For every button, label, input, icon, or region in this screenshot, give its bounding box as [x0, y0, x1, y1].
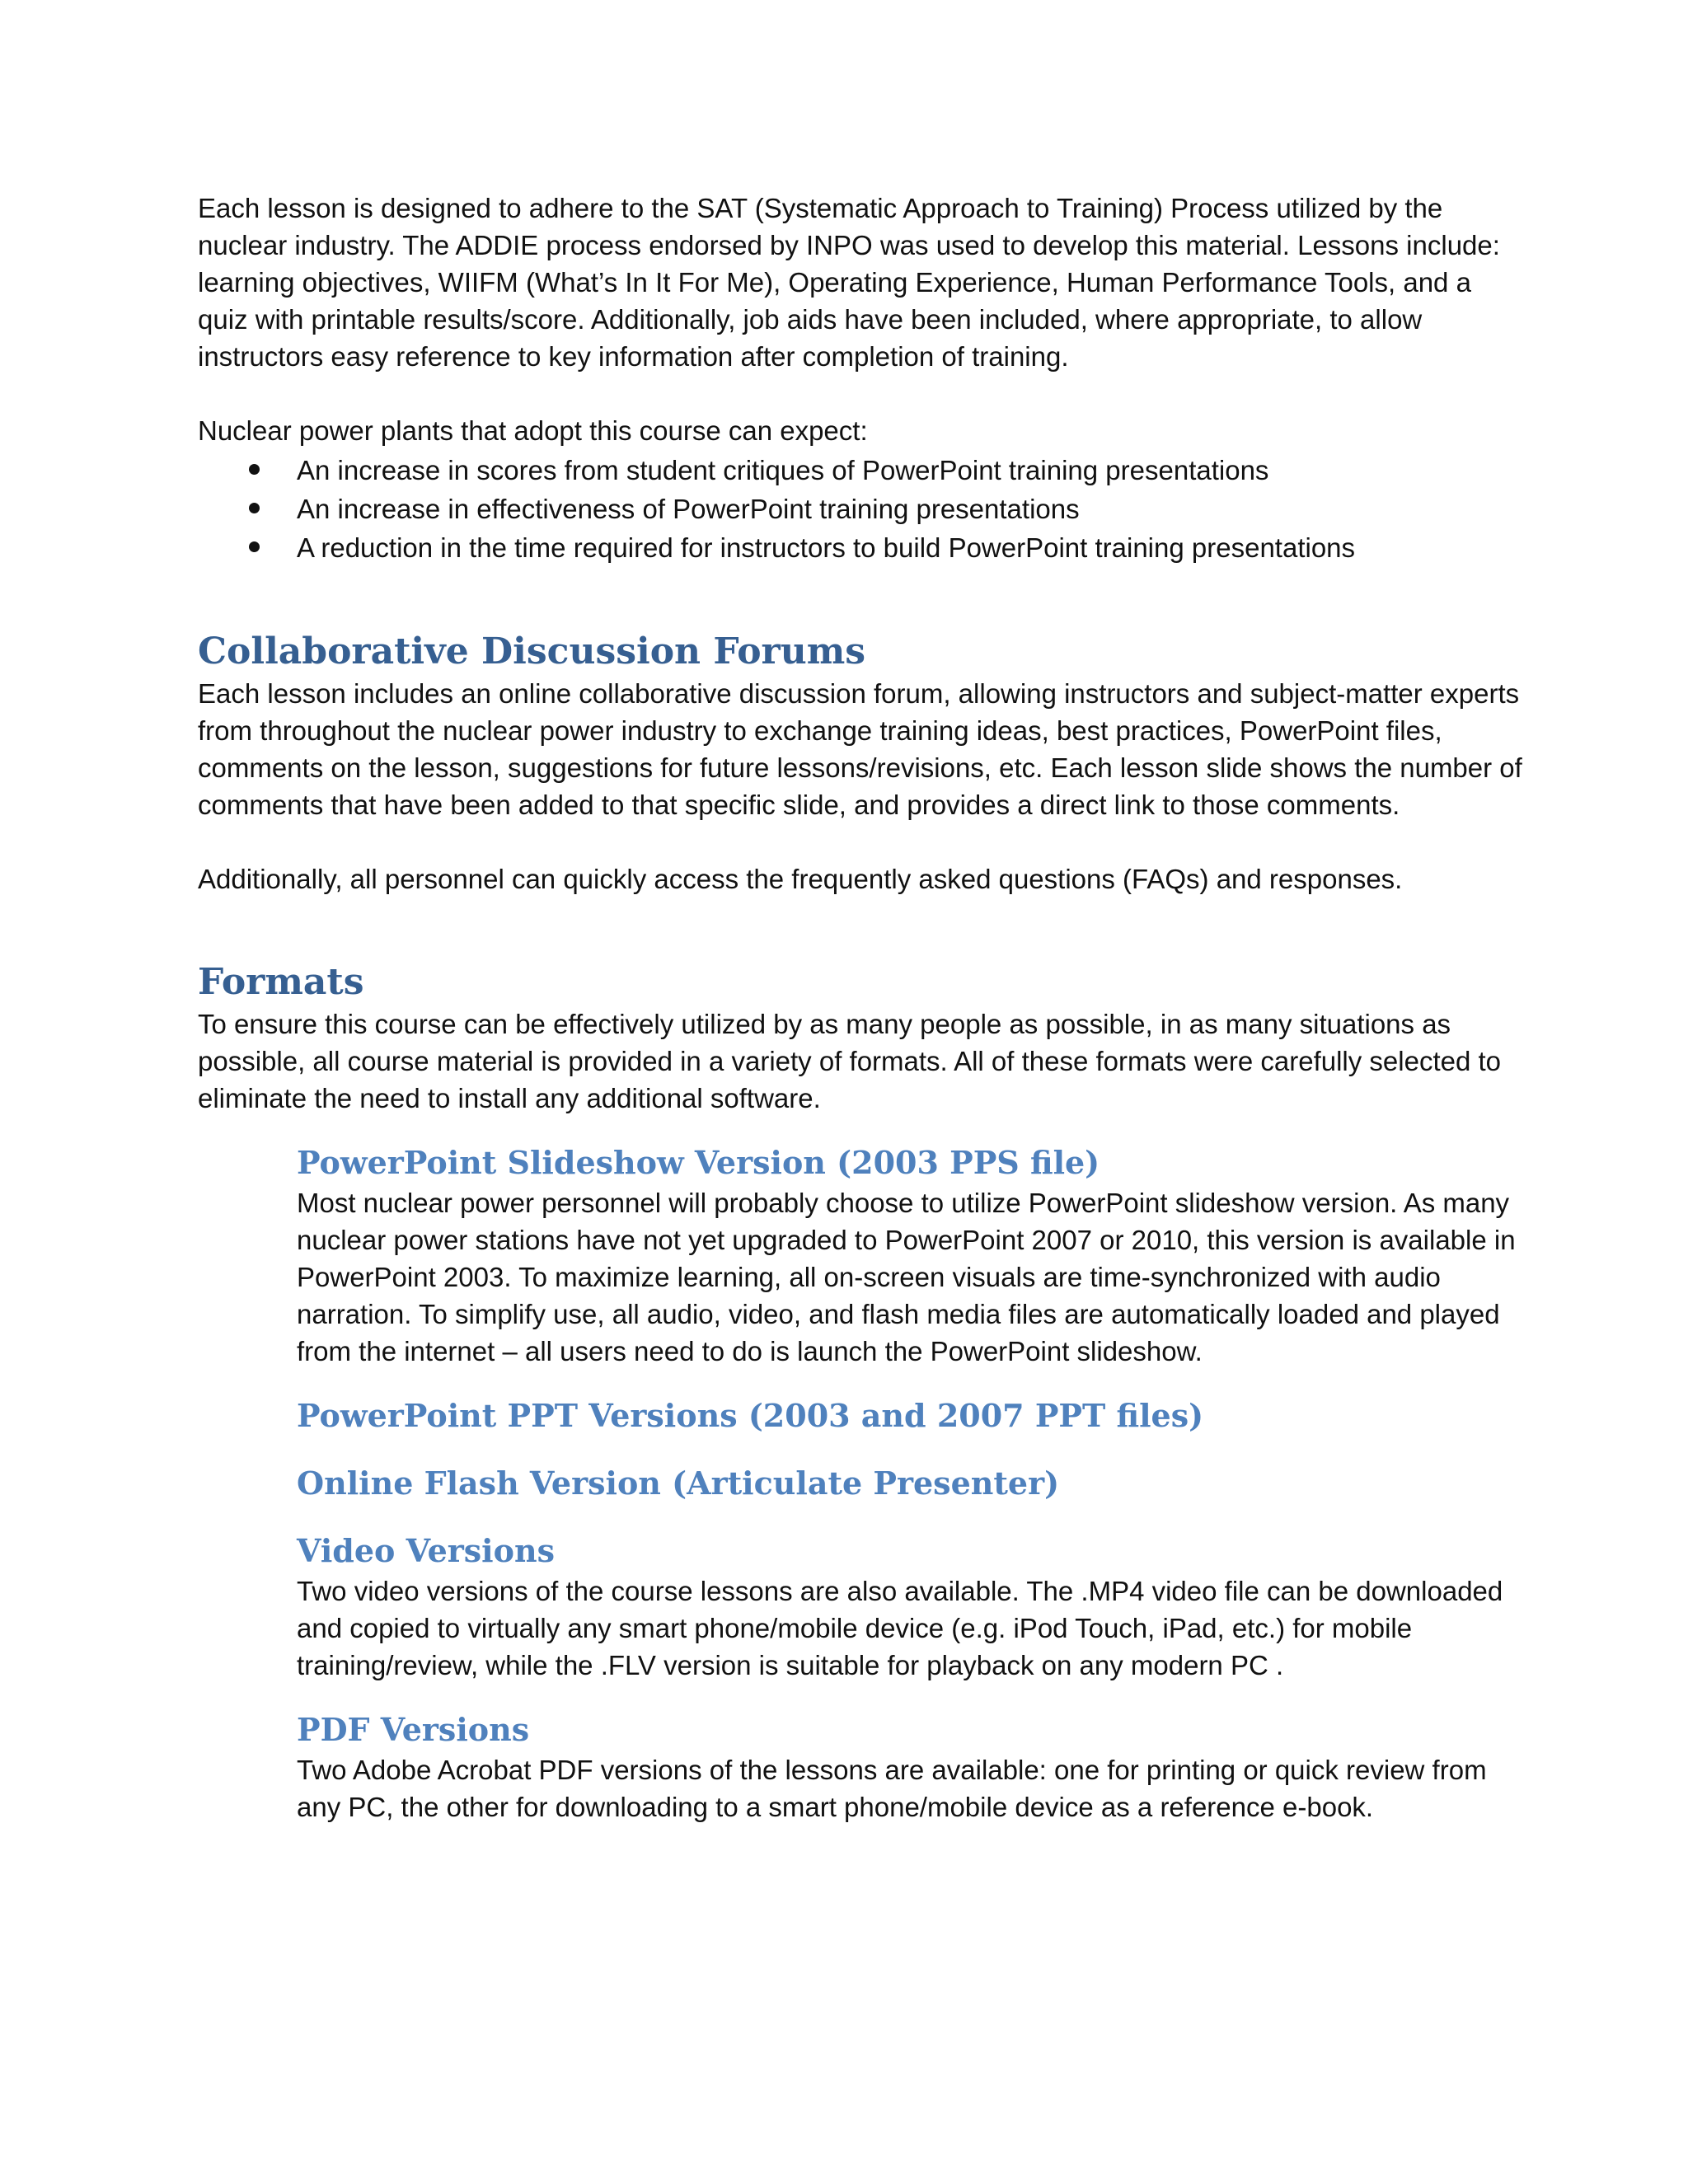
bullet-icon: [249, 541, 260, 552]
bullet-icon: [249, 503, 260, 513]
spacer: [297, 1437, 1523, 1462]
spacer: [297, 1684, 1523, 1708]
ppt-heading: PowerPoint PPT Versions (2003 and 2007 PPT files): [297, 1397, 1204, 1434]
flash-heading: Online Flash Version (Articulate Presenter): [297, 1465, 1060, 1502]
spacer: [297, 1505, 1523, 1530]
faq-paragraph: Additionally, all personnel can quickly access the frequently asked questions (FAQs) and responses.: [198, 864, 1403, 894]
list-item: [198, 528, 1523, 567]
intro-paragraph: Each lesson is designed to adhere to the SAT (Systematic Approach to Training) Process utilized by the nuclear industry. The ADDIE process endorsed by INPO was used to develop this material. Lessons include: learning objectives, WIIFM (What’s In It For Me), Operating Experience, Human Performance Tools, and a quiz with printable results/score. Additionally, job aids have been included, where appropriate, to allow instructors easy reference to key information after completion of training.: [198, 193, 1500, 372]
forums-paragraph: Each lesson includes an online collaborative discussion forum, allowing instructors and subject-matter experts from throughout the nuclear power industry to exchange training ideas, best practices, PowerPoint files, comments on the lesson, suggestions for future lessons/revisions, etc. Each lesson slide shows the number of comments that have been added to that specific slide, and provides a direct link to those comments.: [198, 678, 1522, 820]
spacer: [198, 823, 1523, 860]
pps-heading: PowerPoint Slideshow Version (2003 PPS file): [297, 1144, 1100, 1181]
spacer: [198, 898, 1523, 959]
pps-paragraph: Most nuclear power personnel will probably choose to utilize PowerPoint slideshow version. As many nuclear power stations have not yet upgraded to PowerPoint 2007 or 2010, this version is available in PowerPoint 2003. To maximize learning, all on-screen visuals are time-synchronized with audio narration. To simplify use, all audio, video, and flash media files are automatically loaded and played from the internet – all users need to do is launch the PowerPoint slideshow.: [297, 1188, 1516, 1366]
formats-heading: Formats: [198, 961, 364, 1003]
spacer: [297, 1370, 1523, 1394]
forums-heading: Collaborative Discussion Forums: [198, 630, 866, 673]
spacer: [198, 567, 1523, 629]
list-item: [198, 451, 1523, 490]
list-item-text: A reduction in the time required for instructors to build PowerPoint training presentations: [297, 532, 1356, 563]
expect-lead: Nuclear power plants that adopt this course can expect:: [198, 415, 868, 446]
video-heading: Video Versions: [297, 1532, 555, 1569]
spacer: [297, 1117, 1523, 1141]
benefits-list: [198, 451, 1523, 567]
formats-subsections: [297, 1117, 1523, 1825]
list-item: [198, 490, 1523, 528]
video-paragraph: Two video versions of the course lessons are also available. The .MP4 video file can be downloaded and copied to virtually any smart phone/mobile device (e.g. iPod Touch, iPad, etc.) for mobile training/review, while the .FLV version is suitable for playback on any modern PC .: [297, 1576, 1503, 1680]
list-item-text: An increase in scores from student critiques of PowerPoint training presentations: [297, 455, 1269, 485]
pdf-paragraph: Two Adobe Acrobat PDF versions of the lessons are available: one for printing or quick review from any PC, the other for downloading to a smart phone/mobile device as a reference e-book.: [297, 1755, 1487, 1822]
pdf-heading: PDF Versions: [297, 1711, 530, 1748]
list-item-text: An increase in effectiveness of PowerPoint training presentations: [297, 494, 1080, 524]
formats-paragraph: To ensure this course can be effectively utilized by as many people as possible, in as many situations as possible, all course material is provided in a variety of formats. All of these formats were carefully selected to eliminate the need to install any additional software.: [198, 1009, 1502, 1113]
bullet-icon: [249, 464, 260, 475]
spacer: [198, 375, 1523, 412]
